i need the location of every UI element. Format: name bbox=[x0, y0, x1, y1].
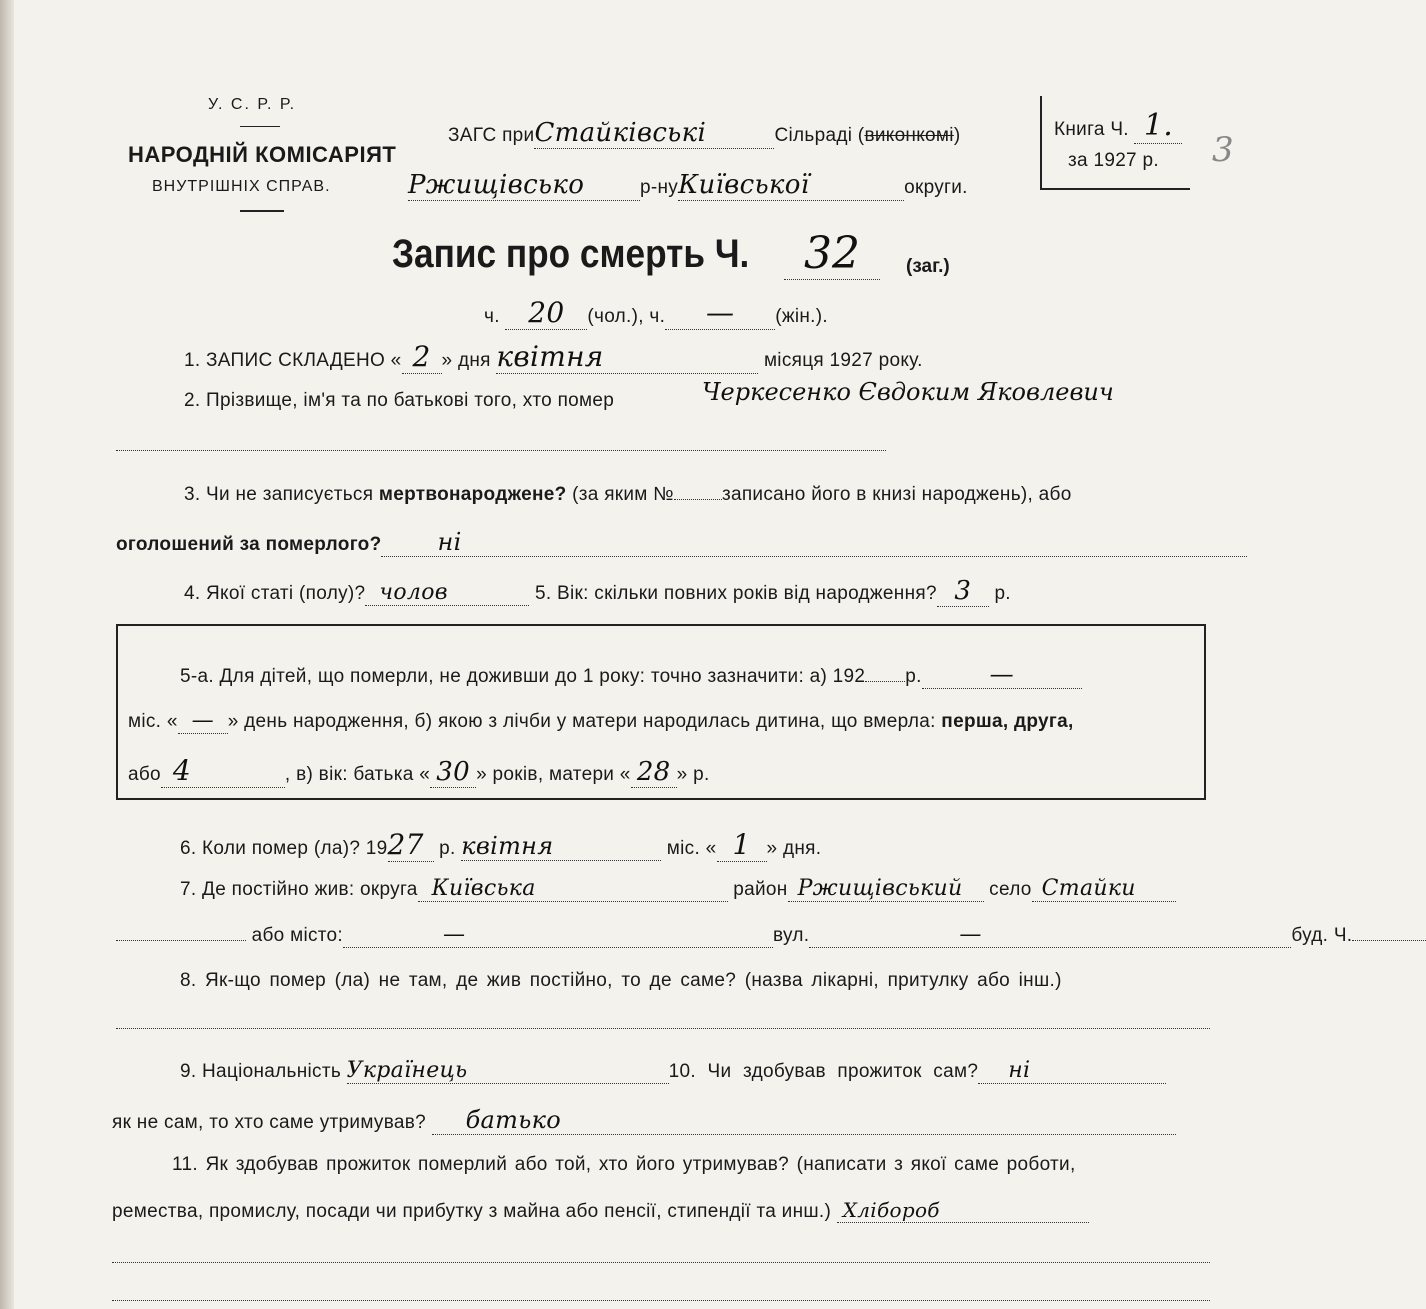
item-7-okruha: Київська bbox=[418, 876, 728, 902]
book-year: за 1927 р. bbox=[1068, 150, 1159, 171]
item-10b bbox=[112, 1106, 1176, 1135]
item-4-5 bbox=[184, 576, 1011, 607]
raion-value: Ржищівсько bbox=[408, 170, 640, 201]
okruha-label: округи. bbox=[904, 177, 968, 198]
item-3-declared-dead: оголошений за померлого? bbox=[116, 534, 382, 555]
book-number: 1. bbox=[1134, 108, 1182, 144]
item-6 bbox=[180, 828, 821, 862]
item-1-day: 2 bbox=[402, 340, 442, 374]
item-7-raion: Ржищівський bbox=[788, 876, 984, 902]
item-3-stillborn: мертвонароджене? bbox=[378, 484, 567, 505]
item-7-label: 7. Де постійно жив: округа bbox=[180, 879, 418, 900]
item-5a-order: 4 bbox=[161, 754, 285, 788]
record-number: 32 bbox=[784, 228, 880, 280]
item-3-value: ні bbox=[381, 528, 1247, 557]
item-7-vul-label: вул. bbox=[773, 925, 810, 946]
form-title: Запис про смерть Ч. bbox=[392, 232, 750, 276]
item-3-number-blank bbox=[674, 499, 722, 500]
item-5-value: 3 bbox=[937, 576, 989, 607]
item-3-text3: записано його в книзі народжень), або bbox=[721, 484, 1072, 505]
zags-struck: виконкомі bbox=[864, 125, 954, 146]
item-6-end: » дня. bbox=[766, 838, 822, 859]
item-9-value: Українець bbox=[347, 1058, 669, 1084]
item-7-raion-label: район bbox=[733, 879, 788, 900]
item-7-misto: — bbox=[343, 922, 773, 948]
item-5a-abo: або bbox=[128, 764, 161, 785]
item-11-value: Хлібороб bbox=[837, 1198, 1089, 1223]
blank-line bbox=[116, 450, 886, 451]
item-6-year: 27 bbox=[388, 828, 434, 862]
blank-line bbox=[112, 1262, 1210, 1263]
item-1-end: місяця 1927 року. bbox=[763, 350, 923, 371]
item-11-line2 bbox=[112, 1198, 1089, 1223]
item-1 bbox=[184, 340, 923, 374]
divider bbox=[240, 210, 284, 212]
item-5a-day: — bbox=[178, 708, 228, 734]
republic-label: У. С. Р. Р. bbox=[208, 96, 297, 113]
item-5a-mother-label: » років, матери « bbox=[476, 764, 631, 785]
item-10b-value: батько bbox=[432, 1106, 1176, 1135]
item-9-10 bbox=[180, 1058, 1166, 1084]
item-5-unit: р. bbox=[994, 583, 1011, 604]
item-7-bud-label: буд. Ч. bbox=[1291, 925, 1353, 946]
item-7-line2 bbox=[116, 922, 1426, 948]
item-7-selo: Стайки bbox=[1032, 876, 1176, 902]
item-1-month: квітня bbox=[496, 340, 758, 374]
blank-line bbox=[116, 1028, 1210, 1029]
zags-line bbox=[448, 118, 960, 149]
blank-line bbox=[116, 940, 246, 941]
item-3-text2: (за яким № bbox=[572, 484, 674, 505]
zags-prefix: ЗАГС при bbox=[448, 125, 535, 146]
item-1-mid: » дня bbox=[441, 350, 491, 371]
item-5-label: 5. Вік: скільки повних років від народження? bbox=[534, 583, 937, 604]
item-5a-order-options: перша, друга, bbox=[941, 711, 1074, 732]
raion-line bbox=[408, 170, 968, 201]
item-5a-text1: 5-а. Для дітей, що померли, не доживши до 1 року: точно зазначити: а) 192 bbox=[180, 666, 866, 687]
male-prefix: ч. bbox=[484, 306, 500, 327]
item-6-label: 6. Коли помер (ла)? 19 bbox=[180, 838, 388, 859]
ministry-title: НАРОДНІЙ КОМІСАРІЯТ bbox=[128, 142, 397, 167]
zags-suffix: Сільраді ( bbox=[774, 125, 865, 146]
item-2-label: 2. Прізвище, ім'я та по батькові того, хто помер bbox=[184, 390, 615, 411]
item-6-day: 1 bbox=[717, 828, 767, 862]
item-5a-r: р. bbox=[905, 666, 922, 687]
item-7-line1 bbox=[180, 876, 1176, 902]
item-11-label: ремества, промислу, посади чи прибутку з майна або пенсії, стипендії та инш.) bbox=[112, 1201, 832, 1222]
item-10b-label: як не сам, то хто саме утримував? bbox=[112, 1112, 427, 1133]
item-9-label: 9. Національність bbox=[180, 1061, 342, 1082]
okruha-value: Київської bbox=[678, 170, 904, 201]
item-4-label: 4. Якої статі (полу)? bbox=[184, 583, 366, 604]
item-7-misto-label: або місто: bbox=[251, 925, 344, 946]
item-10-label: 10. Чи здобував прожиток сам? bbox=[668, 1061, 979, 1082]
item-5a-father-label: , в) вік: батька « bbox=[284, 764, 431, 785]
item-7-bud-blank bbox=[1352, 940, 1426, 941]
item-3-line2 bbox=[116, 528, 1247, 557]
item-6-r: р. bbox=[439, 838, 456, 859]
raion-label: р-ну bbox=[640, 177, 679, 198]
item-3-line1 bbox=[184, 484, 1072, 506]
zags-close: ) bbox=[953, 125, 961, 146]
item-7-vul: — bbox=[809, 922, 1291, 948]
item-8-label: 8. Як-що помер (ла) не там, де жив постійно, то де саме? (назва лікарні, притулку або інш.) bbox=[180, 970, 1062, 991]
item-2-value: Черкесенко Євдоким Яковлевич bbox=[702, 378, 1114, 406]
item-4-value: чолов bbox=[365, 580, 529, 606]
zags-value: Стайківські bbox=[534, 118, 774, 149]
gender-count-line bbox=[484, 296, 828, 330]
item-1-label: 1. ЗАПИС СКЛАДЕНО « bbox=[184, 350, 402, 371]
item-5a-line2 bbox=[128, 708, 1074, 734]
item-5a-line3 bbox=[128, 754, 710, 788]
item-6-month: квітня bbox=[461, 832, 661, 861]
item-5a-mis: міс. « bbox=[128, 711, 178, 732]
item-5a-year-blank bbox=[865, 681, 905, 682]
item-11-line1: 11. Як здобував прожиток померлий або той, хто його утримував? (написати з якої саме роботи, bbox=[172, 1154, 1076, 1175]
item-7-selo-label: село bbox=[989, 879, 1032, 900]
item-10-value: ні bbox=[978, 1058, 1166, 1084]
female-label: (жін.). bbox=[775, 306, 828, 327]
book-line bbox=[1054, 108, 1182, 144]
item-5a-text2: » день народження, б) якою з лічби у матери народилась дитина, що вмерла: bbox=[227, 711, 936, 732]
item-5a-father-age: 30 bbox=[430, 757, 476, 788]
page-binding-edge bbox=[0, 0, 14, 1309]
blank-line bbox=[112, 1300, 1210, 1301]
item-5a-mother-age: 28 bbox=[631, 757, 677, 788]
divider bbox=[240, 126, 280, 127]
female-number: — bbox=[665, 296, 775, 330]
item-3-text1: 3. Чи не записується bbox=[184, 484, 374, 505]
ministry-subtitle: ВНУТРІШНІХ СПРАВ. bbox=[152, 178, 331, 195]
male-label: (чол.), ч. bbox=[587, 306, 666, 327]
item-6-mis: міс. « bbox=[666, 838, 717, 859]
title-suffix: (заг.) bbox=[906, 256, 950, 277]
item-5a-end: » р. bbox=[676, 764, 710, 785]
margin-note: 3 bbox=[1212, 130, 1234, 170]
item-5a-month: — bbox=[922, 660, 1082, 689]
item-5a-line1 bbox=[180, 660, 1082, 689]
book-label: Книга Ч. bbox=[1054, 119, 1129, 140]
male-number: 20 bbox=[505, 296, 587, 330]
